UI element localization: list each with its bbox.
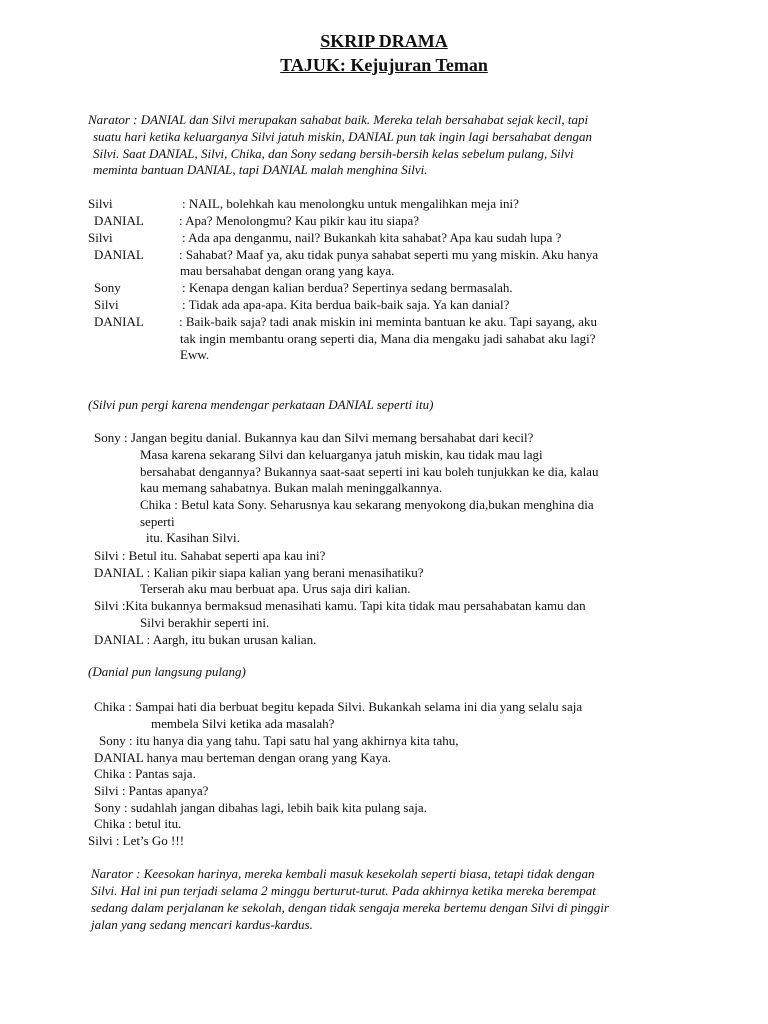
narration-line: suatu hari ketika keluarganya Silvi jatuh miskin, DANIAL pun tak ingin lagi bersahabat dengan <box>93 129 593 144</box>
dialogue-line: Chika : betul itu. <box>94 816 182 831</box>
dialogue-line: tak ingin membantu orang seperti dia, Mana dia mengaku jadi sahabat aku lagi? <box>180 331 596 346</box>
stage-direction: (Danial pun langsung pulang) <box>88 664 246 679</box>
narration-line: Silvi. Hal ini pun terjadi selama 2 minggu berturut-turut. Pada akhirnya ketika mereka berempat <box>91 883 596 898</box>
dialogue-line: kau memang sahabatnya. Bukan malah meninggalkannya. <box>140 480 443 495</box>
dialogue-line: DANIAL : Kalian pikir siapa kalian yang berani menasihatiku? <box>94 565 424 580</box>
dialogue-line: bersahabat dengannya? Bukannya saat-saat seperti ini kau boleh tunjukkan ke dia, kalau <box>140 464 599 479</box>
dialogue-line: Sony : Jangan begitu danial. Bukannya kau dan Silvi memang bersahabat dari kecil? <box>94 430 534 445</box>
dialogue-line: Silvi berakhir seperti ini. <box>140 615 270 630</box>
speaker-name: Silvi <box>88 230 113 245</box>
dialogue-line: Masa karena sekarang Silvi dan keluarganya jatuh miskin, kau tidak mau lagi <box>140 447 543 462</box>
dialogue-line: DANIAL : Aargh, itu bukan urusan kalian. <box>94 632 317 647</box>
speaker-name: DANIAL <box>94 213 144 228</box>
speaker-name: DANIAL <box>94 314 144 329</box>
dialogue-line: : Tidak ada apa-apa. Kita berdua baik-baik saja. Ya kan danial? <box>182 297 510 312</box>
dialogue-line: Chika : Sampai hati dia berbuat begitu kepada Silvi. Bukankah selama ini dia yang selalu saja <box>94 699 583 714</box>
dialogue-line: Sony : sudahlah jangan dibahas lagi, lebih baik kita pulang saja. <box>94 800 427 815</box>
dialogue-line: Silvi : Pantas apanya? <box>94 783 209 798</box>
dialogue-line: : Ada apa denganmu, nail? Bukankah kita sahabat? Apa kau sudah lupa ? <box>182 230 562 245</box>
dialogue-line: : Sahabat? Maaf ya, aku tidak punya sahabat seperti mu yang miskin. Aku hanya <box>179 247 599 262</box>
speaker-name: DANIAL <box>94 247 144 262</box>
dialogue-line: Eww. <box>180 347 210 362</box>
narration-line: meminta bantuan DANIAL, tapi DANIAL malah menghina Silvi. <box>93 162 428 177</box>
speaker-name: Sony <box>94 280 121 295</box>
narration-line: Narator : Keesokan harinya, mereka kembali masuk kesekolah seperti biasa, tetapi tidak dengan <box>91 866 595 881</box>
doc-subtitle: TAJUK: Kejujuran Teman <box>280 55 488 75</box>
speaker-name: Silvi <box>88 196 113 211</box>
dialogue-line: DANIAL hanya mau berteman dengan orang yang Kaya. <box>94 750 391 765</box>
narration-line: Narator : DANIAL dan Silvi merupakan sahabat baik. Mereka telah bersahabat sejak kecil, tapi <box>88 112 589 127</box>
dialogue-line: : NAIL, bolehkah kau menolongku untuk mengalihkan meja ini? <box>182 196 519 211</box>
dialogue-line: Silvi : Let’s Go !!! <box>88 833 185 848</box>
dialogue-line: Silvi : Betul itu. Sahabat seperti apa kau ini? <box>94 548 326 563</box>
dialogue-line: Silvi :Kita bukannya bermaksud menasihati kamu. Tapi kita tidak mau persahabatan kamu dan <box>94 598 586 613</box>
dialogue-line: itu. Kasihan Silvi. <box>146 530 240 545</box>
dialogue-line: : Kenapa dengan kalian berdua? Sepertinya sedang bermasalah. <box>182 280 513 295</box>
speaker-name: Silvi <box>94 297 119 312</box>
dialogue-line: Chika : Betul kata Sony. Seharusnya kau sekarang menyokong dia,bukan menghina dia <box>140 497 594 512</box>
doc-title: SKRIP DRAMA <box>320 31 448 51</box>
dialogue-line: mau bersahabat dengan orang yang kaya. <box>180 263 395 278</box>
dialogue-line: Terserah aku mau berbuat apa. Urus saja diri kalian. <box>140 581 411 596</box>
dialogue-line: : Apa? Menolongmu? Kau pikir kau itu siapa? <box>179 213 420 228</box>
dialogue-line: membela Silvi ketika ada masalah? <box>151 716 335 731</box>
narration-line: jalan yang sedang mencari kardus-kardus. <box>91 917 313 932</box>
narration-line: Silvi. Saat DANIAL, Silvi, Chika, dan Sony sedang bersih-bersih kelas sebelum pulang, Silvi <box>93 146 574 161</box>
dialogue-line: : Baik-baik saja? tadi anak miskin ini meminta bantuan ke aku. Tapi sayang, aku <box>179 314 597 329</box>
narration-line: sedang dalam perjalanan ke sekolah, dengan tidak sengaja mereka bertemu dengan Silvi di pinggir <box>91 900 609 915</box>
dialogue-line: seperti <box>140 514 175 529</box>
dialogue-line: Chika : Pantas saja. <box>94 766 196 781</box>
stage-direction: (Silvi pun pergi karena mendengar perkataan DANIAL seperti itu) <box>88 397 434 412</box>
dialogue-line: Sony : itu hanya dia yang tahu. Tapi satu hal yang akhirnya kita tahu, <box>99 733 459 748</box>
